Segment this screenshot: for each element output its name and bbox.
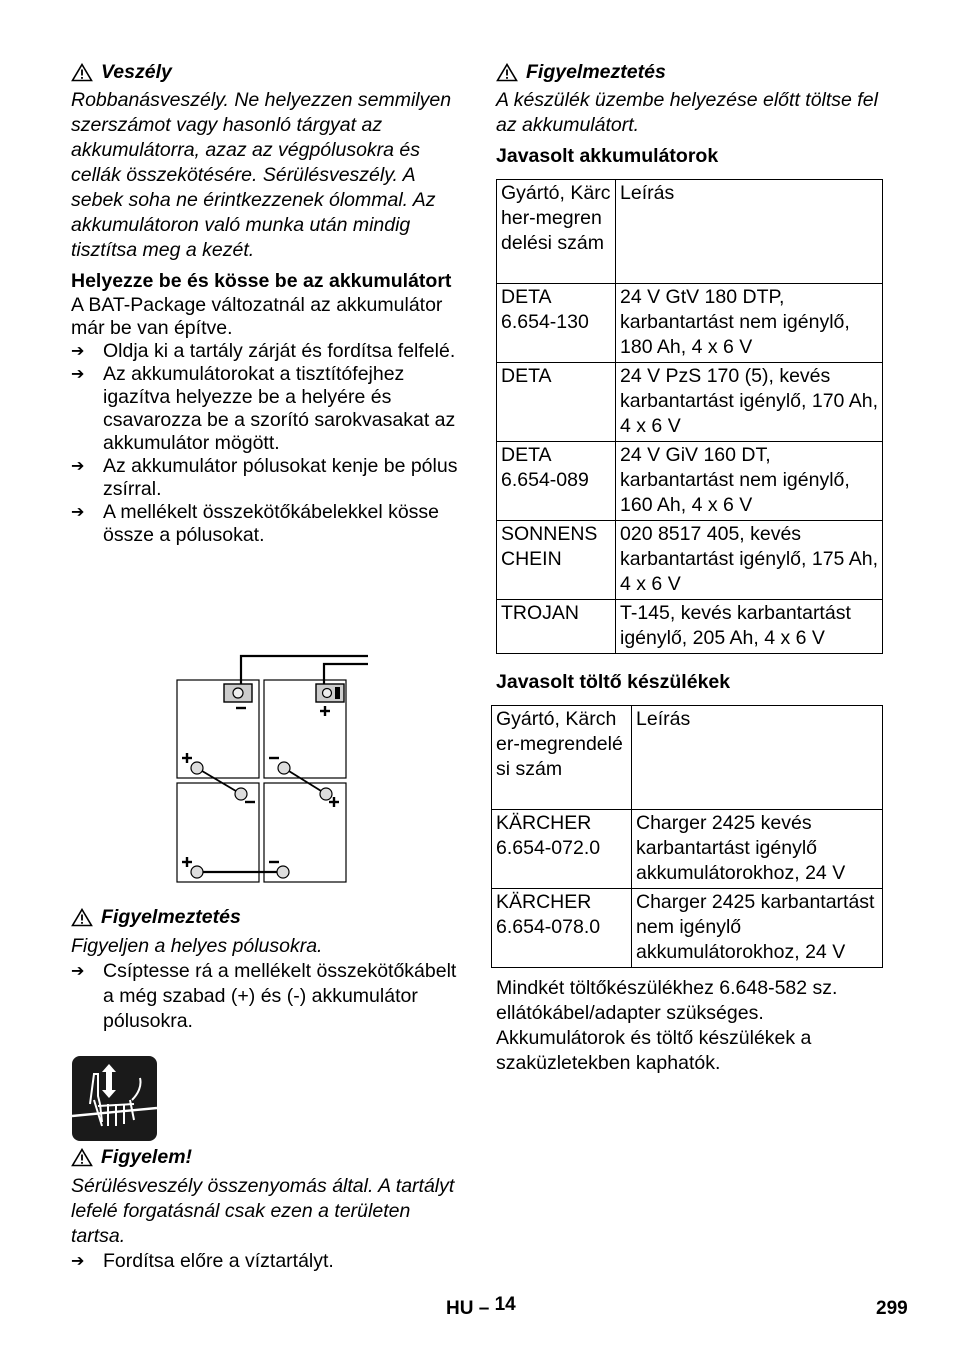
caution-heading <box>71 905 461 930</box>
chargers-heading: Javasolt töltő készülékek <box>496 671 731 693</box>
warning-heading <box>496 60 886 85</box>
table-cell: Charger 2425 karbantartást nem igénylő akkumulátorokhoz, 24 V <box>632 889 883 968</box>
table-row <box>492 810 883 889</box>
list-item: ➔ A mellékelt összekötőkábelekkel kösse össze a pólusokat. <box>71 501 440 546</box>
table-cell: 020 8517 405, kevés karbantartást igénylő, 175 Ah, 4 x 6 V <box>616 521 883 600</box>
left-column <box>71 60 461 547</box>
battery-wiring-diagram <box>176 654 376 886</box>
warning-title: Figyelmeztetés <box>526 61 666 83</box>
table-cell: T-145, kevés karbantartást igénylő, 205 Ah, 4 x 6 V <box>616 600 883 654</box>
install-steps <box>71 340 461 547</box>
list-item: ➔ Csíptesse rá a mellékelt összekötőkábelt a még szabad (+) és (-) akkumulátor pólusokra. <box>71 960 457 1032</box>
table-row <box>497 284 883 363</box>
table-cell: Charger 2425 kevés karbantartást igénylő akkumulátorokhoz, 24 V <box>632 810 883 889</box>
table-row <box>497 521 883 600</box>
install-intro: A BAT-Package változatnál az akkumulátor már be van építve. <box>71 294 443 339</box>
arrow-right-icon: ➔ <box>71 366 85 383</box>
table-cell: KÄRCHER 6.654-072.0 <box>492 810 632 889</box>
warning-text: A készülék üzembe helyezése előtt töltse fel az akkumulátort. <box>496 89 878 136</box>
list-item: ➔ Oldja ki a tartály zárját és fordítsa felfelé. <box>71 340 456 362</box>
table-cell: Gyártó, Kärcher-megrendelési szám <box>497 180 616 284</box>
table-cell: 24 V GiV 160 DT, karbantartást nem igénylő, 160 Ah, 4 x 6 V <box>616 442 883 521</box>
table-cell: KÄRCHER 6.654-078.0 <box>492 889 632 968</box>
arrow-right-icon: ➔ <box>71 1253 85 1270</box>
table-row <box>497 363 883 442</box>
battery-cell <box>177 783 259 882</box>
danger-text: Robbanásveszély. Ne helyezzen semmilyen szerszámot vagy hasonló tárgyat az akkumulátorra, azaz az végpólusokra és cellák összekötésére. Sérülésveszély. A sebek soha ne érintkezzenek ólommal. Az akkumulátoron való munka után mindig tisztítsa meg a kezét. <box>71 89 452 261</box>
batteries-table <box>496 179 883 654</box>
section-dash: – <box>478 1298 490 1319</box>
table-cell: SONNENSCHEIN <box>497 521 616 600</box>
attention-heading <box>71 1145 461 1170</box>
section-footer <box>446 1296 516 1321</box>
table-cell: DETA <box>497 363 616 442</box>
arrow-right-icon: ➔ <box>71 504 85 521</box>
table-header-row <box>492 706 883 810</box>
table-row <box>497 442 883 521</box>
danger-heading <box>71 60 461 85</box>
section-code: HU <box>446 1298 474 1319</box>
list-item: ➔ Az akkumulátorokat a tisztítófejhez igazítva helyezze be a helyére és csavarozza be a szorító sarokvasakat az akkumulátor mögött. <box>71 363 456 454</box>
attention-steps <box>71 1249 461 1274</box>
page-number: 299 <box>876 1298 908 1319</box>
table-cell: TROJAN <box>497 600 616 654</box>
table-cell: 24 V PzS 170 (5), kevés karbantartást igénylő, 170 Ah, 4 x 6 V <box>616 363 883 442</box>
table-cell: DETA 6.654-089 <box>497 442 616 521</box>
table-cell: 24 V GtV 180 DTP, karbantartást nem igénylő, 180 Ah, 4 x 6 V <box>616 284 883 363</box>
table-cell: Gyártó, Kärcher-megrendelési szám <box>492 706 632 810</box>
arrow-right-icon: ➔ <box>71 963 85 980</box>
warning-triangle-icon <box>71 908 93 927</box>
warning-triangle-icon <box>71 1148 93 1167</box>
danger-title: Veszély <box>101 61 172 83</box>
warning-triangle-icon <box>71 63 93 82</box>
caution-title: Figyelmeztetés <box>101 906 241 928</box>
attention-section <box>71 1145 461 1274</box>
section-page-number: 14 <box>494 1294 516 1315</box>
attention-title: Figyelem! <box>101 1146 193 1168</box>
right-column <box>496 60 886 1076</box>
batteries-heading: Javasolt akkumulátorok <box>496 145 719 167</box>
pinch-hazard-icon <box>72 1056 157 1141</box>
caution-steps <box>71 959 461 1034</box>
table-row <box>492 889 883 968</box>
list-item: ➔ Fordítsa előre a víztartályt. <box>71 1250 334 1272</box>
table-cell: Leírás <box>616 180 883 284</box>
table-header-row <box>497 180 883 284</box>
install-heading: Helyezze be és kösse be az akkumulátort <box>71 270 452 292</box>
table-cell: Leírás <box>632 706 883 810</box>
chargers-table <box>491 705 883 968</box>
table-cell: DETA 6.654-130 <box>497 284 616 363</box>
caution-text: Figyeljen a helyes pólusokra. <box>71 935 323 957</box>
list-item: ➔ Az akkumulátor pólusokat kenje be pólus zsírral. <box>71 455 458 500</box>
arrow-right-icon: ➔ <box>71 343 85 360</box>
arrow-right-icon: ➔ <box>71 458 85 475</box>
table-row <box>497 600 883 654</box>
attention-text: Sérülésveszély összenyomás által. A tartályt lefelé forgatásnál csak ezen a területen tartsa. <box>71 1175 455 1247</box>
chargers-note: Mindkét töltőkészülékhez 6.648-582 sz. ellátókábel/adapter szükséges. Akkumulátorok és töltő készülékek a szaküzletekben kaphatók. <box>496 977 838 1074</box>
warning-triangle-icon <box>496 63 518 82</box>
caution-section <box>71 905 461 1034</box>
